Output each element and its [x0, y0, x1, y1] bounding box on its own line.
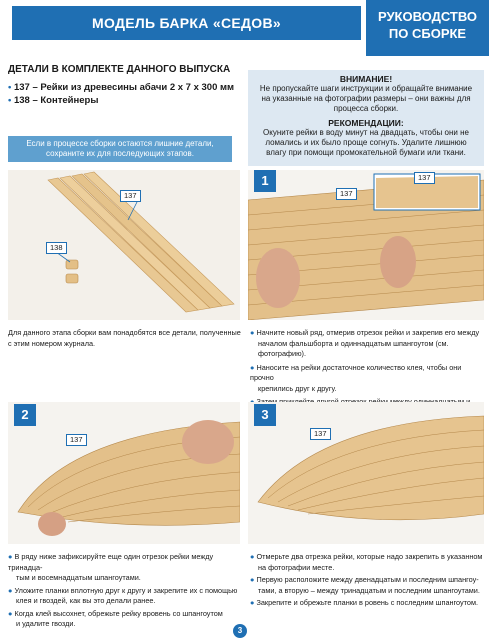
instruction-item: ● Начните новый ряд, отмерив отрезок рейки и закрепив его между	[250, 328, 480, 337]
step3-photo	[248, 402, 484, 544]
page-title: МОДЕЛЬ БАРКА «СЕДОВ»	[92, 15, 281, 31]
leftover-line: Если в процессе сборки остаются лишние детали,	[26, 139, 214, 148]
instruction-text: Когда клей высохнет, обрежьте рейку вровень со шпангоутом	[14, 608, 223, 618]
instruction-text: Уложите планки вплотную друг к другу и закрепите их с помощью	[14, 585, 238, 595]
instruction-text: Первую расположите между двенадцатым и последним шпангоу-	[256, 575, 479, 584]
bullet-marker: •	[8, 82, 12, 93]
parts-item	[8, 82, 234, 93]
instruction-continued: тами, а вторую – между тринадцатым и последним шпангоутами.	[258, 585, 480, 595]
attention-line: процесса сборки.	[333, 104, 399, 113]
guide-tab	[366, 0, 489, 56]
header-band	[12, 6, 361, 40]
instruction-continued: крепились друг к другу.	[258, 383, 337, 393]
step-number: 1	[254, 170, 276, 192]
callout-137: 137	[120, 190, 141, 202]
hull-finished-illustration	[248, 402, 484, 544]
instruction-item: ● Отмерьте два отрезка рейки, которые надо закрепить в указанном	[250, 552, 483, 561]
step1-photo	[248, 170, 484, 320]
parts-photo	[8, 170, 240, 320]
instruction-text: Отмерьте два отрезка рейки, которые надо закрепить в указанном	[256, 552, 483, 561]
page-number: 3	[233, 624, 247, 638]
leftover-note	[8, 136, 232, 162]
instruction-continued: клея и гвоздей, как вы это делали ранее.	[16, 596, 156, 605]
bullet-marker: •	[8, 95, 12, 106]
callout-137: 137	[414, 172, 435, 184]
callout-138: 138	[46, 242, 67, 254]
instruction-item: ● Закрепите и обрежьте планки в ровень с последним шпангоутом.	[250, 598, 479, 607]
hull-planking-illustration	[248, 170, 484, 320]
caption-line: с этим номером журнала.	[8, 338, 96, 348]
attention-line: Не пропускайте шаги инструкции и обращайте внимание	[259, 84, 473, 93]
parts-title: ДЕТАЛИ В КОМПЛЕКТЕ ДАННОГО ВЫПУСКА	[8, 64, 231, 75]
guide-tab-line2: ПО СБОРКЕ	[388, 26, 467, 41]
instruction-text: Наносите на рейки достаточное количество клея, чтобы они прочно	[250, 362, 462, 382]
instruction-continued: началом фальшборта и одиннадцатым шпангоутом (см. фотографию).	[258, 338, 449, 358]
instruction-continued: тым и восемнадцатым шпангоутами.	[16, 573, 141, 582]
guide-tab-line1: РУКОВОДСТВО	[377, 9, 478, 24]
recommend-line: влагу при помощи промокательной бумаги или ткани.	[266, 148, 466, 157]
parts-item	[8, 95, 98, 106]
instruction-item: ● Первую расположите между двенадцатым и последним шпангоу-	[250, 575, 479, 584]
recommend-title: РЕКОМЕНДАЦИИ:	[328, 118, 404, 128]
attention-title: ВНИМАНИЕ!	[339, 74, 393, 84]
instruction-item: ● В ряду ниже зафиксируйте еще один отрезок рейки между тринадца-	[8, 552, 214, 572]
instruction-item: ● Когда клей высохнет, обрежьте рейку вровень со шпангоутом	[8, 608, 223, 618]
step2-photo	[8, 402, 240, 544]
instruction-text: В ряду ниже зафиксируйте еще один отрезок рейки между тринадца-	[8, 552, 214, 572]
recommend-line: Окуните рейки в воду минут на двадцать, чтобы они не	[263, 128, 469, 137]
recommend-line: ломались и их было проще согнуть. Удалите лишнюю	[265, 138, 467, 147]
step2-instructions	[8, 552, 240, 630]
instruction-text: Начните новый ряд, отмерив отрезок рейки и закрепив его между	[256, 328, 480, 337]
parts-item-text: 138 – Контейнеры	[13, 95, 99, 106]
leftover-line: сохраните их для последующих этапов.	[46, 149, 194, 158]
callout-137: 137	[336, 188, 357, 200]
step-number: 3	[254, 404, 276, 426]
instruction-text: Закрепите и обрежьте планки в ровень с последним шпангоутом.	[256, 598, 479, 607]
instruction-continued: и удалите гвозди.	[16, 619, 76, 628]
step-number: 2	[14, 404, 36, 426]
photo-caption	[8, 328, 241, 349]
attention-line: на указанные на фотографии размеры – они важны для	[261, 94, 471, 103]
hull-bow-illustration	[8, 402, 240, 544]
caption-line: Для данного этапа сборки вам понадобятся все детали, полученные	[8, 328, 241, 337]
instruction-item: ● Уложите планки вплотную друг к другу и закрепите их с помощью	[8, 585, 238, 595]
parts-item-text: 137 – Рейки из древесины абачи 2 х 7 х 300 мм	[13, 82, 235, 93]
callout-137: 137	[66, 434, 87, 446]
instruction-item: ● Наносите на рейки достаточное количество клея, чтобы они прочно	[250, 362, 462, 382]
step3-instructions	[250, 552, 486, 609]
notice-box	[248, 70, 484, 166]
instruction-continued: на фотографии месте.	[258, 562, 335, 572]
callout-137: 137	[310, 428, 331, 440]
